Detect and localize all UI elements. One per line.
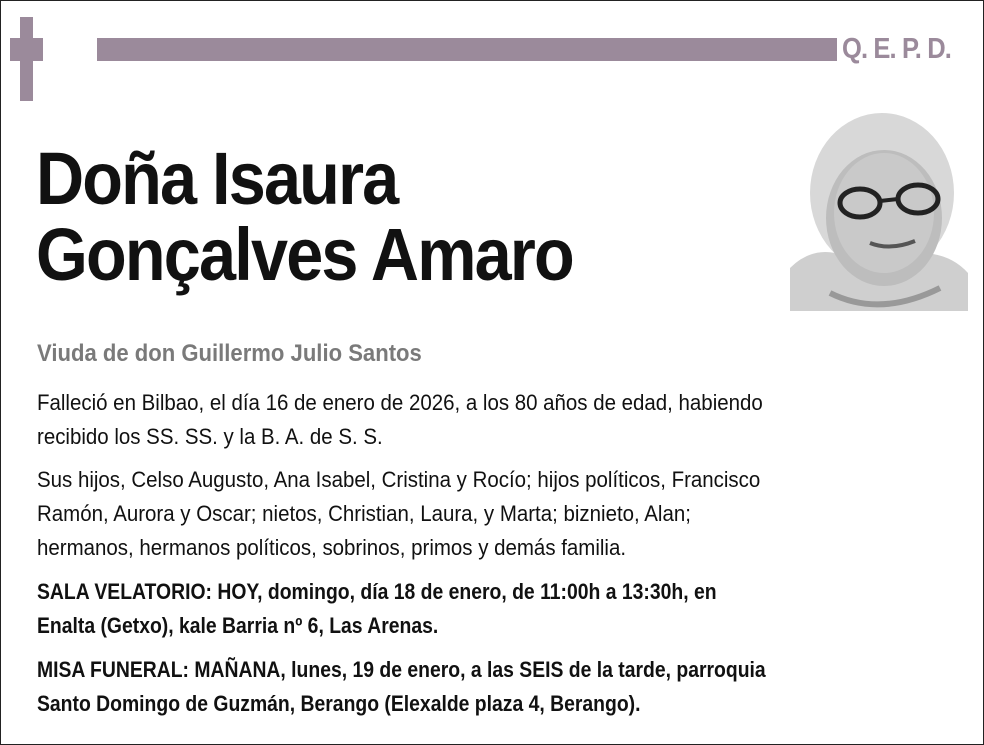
qepd-label: Q. E. P. D. bbox=[842, 33, 951, 65]
text-line: Falleció en Bilbao, el día 16 de enero de 2026, a los 80 años de edad, habiendo bbox=[37, 390, 763, 415]
text-line: hermanos, hermanos políticos, sobrinos, primos y demás familia. bbox=[37, 535, 627, 560]
text-line: SALA VELATORIO: HOY, domingo, día 18 de enero, de 11:00h a 13:30h, en bbox=[37, 579, 717, 604]
portrait-photo bbox=[790, 103, 968, 311]
funeral-mass-paragraph bbox=[37, 653, 865, 721]
text-line: recibido los SS. SS. y la B. A. de S. S. bbox=[37, 424, 383, 449]
wake-paragraph bbox=[37, 575, 809, 643]
text-line: MISA FUNERAL: MAÑANA, lunes, 19 de enero, a las SEIS de la tarde, parroquia bbox=[37, 657, 766, 682]
text-line: Enalta (Getxo), kale Barria nº 6, Las Arenas. bbox=[37, 613, 439, 638]
text-line: Santo Domingo de Guzmán, Berango (Elexalde plaza 4, Berango). bbox=[37, 691, 641, 716]
header-bar bbox=[97, 38, 837, 61]
text-line: Ramón, Aurora y Oscar; nietos, Christian, Laura, y Marta; biznieto, Alan; bbox=[37, 501, 691, 526]
text-line: Sus hijos, Celso Augusto, Ana Isabel, Cristina y Rocío; hijos políticos, Francisco bbox=[37, 467, 761, 492]
deceased-name-line1: Doña Isaura bbox=[36, 137, 398, 220]
deceased-name-line2: Gonçalves Amaro bbox=[36, 213, 573, 296]
subtitle-widow: Viuda de don Guillermo Julio Santos bbox=[37, 340, 422, 367]
family-paragraph bbox=[37, 463, 815, 565]
death-notice-paragraph bbox=[37, 386, 817, 454]
